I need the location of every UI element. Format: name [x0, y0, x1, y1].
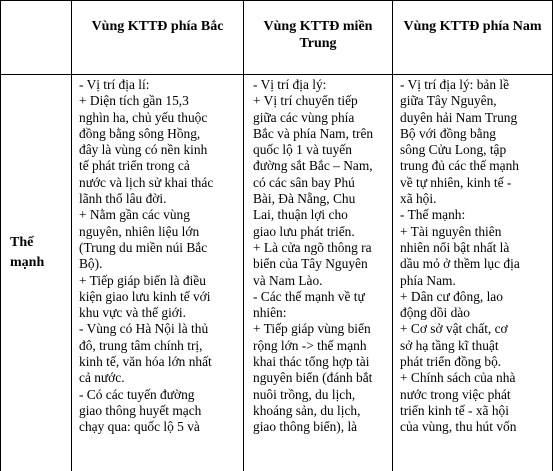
text-line: của vùng, thu hút vốn	[400, 419, 517, 435]
central-region-strengths	[244, 75, 392, 471]
text-line: đây là vùng có nền kinh	[79, 142, 208, 158]
text-line: kiện giao lưu kinh tế với	[79, 288, 211, 304]
text-line: + Tiếp giáp vùng biển	[253, 321, 371, 337]
north-region-strengths	[72, 75, 243, 471]
text-line: đồng bằng sông Hồng,	[79, 125, 201, 141]
text-line: đô, trung tâm chính trị,	[79, 337, 203, 353]
text-line: Bộ với đồng bằng	[400, 125, 496, 141]
text-line: nguyên biển (đánh bắt	[253, 370, 373, 386]
text-line: - Thế mạnh:	[400, 207, 466, 223]
text-line: giao lưu phát triển.	[253, 223, 355, 239]
text-line: triển kinh tế - xã hội	[400, 402, 509, 418]
text-line: giao thông biển), là	[253, 419, 358, 435]
text-line: nguyên, nhiên liệu lớn	[79, 223, 200, 239]
text-line: sở hạ tầng kĩ thuật	[400, 337, 499, 353]
text-line: giữa Tây Nguyên,	[400, 93, 497, 109]
text-line: + Nằm gần các vùng	[79, 207, 190, 223]
text-line: chạy qua: quốc lộ 5 và	[79, 419, 200, 435]
text-line: Bắc và phía Nam, trên	[253, 125, 374, 141]
south-region-strengths	[393, 75, 552, 471]
text-line: - Có các tuyến đường	[79, 386, 195, 402]
text-line: biển của Tây Nguyên	[253, 256, 368, 272]
text-line: tế phát triển trong cả	[79, 158, 190, 174]
text-line: + Vị trí chuyển tiếp	[253, 93, 358, 109]
text-line: đường sắt Bắc – Nam,	[253, 158, 373, 174]
text-line: + Chính sách của nhà	[400, 370, 516, 386]
header-north-region: Vùng KTTĐ phía Bắc	[91, 19, 224, 34]
text-line: trung đủ các thế mạnh	[400, 158, 519, 174]
text-line: khoáng sản, du lịch,	[253, 402, 361, 418]
text-line: - Vị trí địa lý: bản lề	[400, 77, 510, 92]
text-line: + Cơ sở vật chất, cơ	[400, 321, 508, 337]
text-line: Bài, Đà Nẵng, Chu	[253, 191, 356, 207]
text-line: (Trung du miền núi Bắc	[79, 239, 208, 255]
text-line: giao thông huyết mạch	[79, 402, 202, 418]
text-line: phát triển đồng bộ.	[400, 354, 502, 370]
header-south-region: Vùng KTTĐ phía Nam	[403, 19, 542, 34]
text-line: về tự nhiên, kinh tế -	[400, 174, 512, 190]
text-line: giữa các vùng phía	[253, 109, 355, 125]
text-line: sông Cửu Long, tập	[400, 142, 507, 158]
text-line: nhiên nổi bật nhất là	[400, 239, 510, 255]
text-line: nước trong việc phát	[400, 386, 511, 402]
text-line: xã hội.	[400, 191, 437, 207]
text-line: khai thác tổng hợp tài	[253, 354, 370, 370]
text-line: + Tài nguyên thiên	[400, 223, 502, 239]
text-line: động dồi dào	[400, 305, 470, 321]
text-line: Bộ).	[79, 256, 103, 272]
text-line: khu vực và thế giới.	[79, 305, 186, 321]
row-label-strengths: Thế mạnh	[10, 235, 45, 270]
text-line: Lai, thuận lợi cho	[253, 207, 348, 223]
text-line: rộng lớn -> thế mạnh	[253, 337, 367, 353]
text-line: - Các thế mạnh về tự	[253, 288, 365, 304]
text-line: kinh tế, văn hóa lớn nhất	[79, 354, 212, 370]
text-line: nhiên:	[253, 305, 287, 321]
text-line: cả nước.	[79, 370, 125, 386]
text-line: và Nam Lào.	[253, 272, 323, 288]
text-line: quốc lộ 1 và tuyến	[253, 142, 352, 158]
text-line: nuôi trồng, du lịch,	[253, 386, 356, 402]
text-line: - Vùng có Hà Nội là thủ	[79, 321, 209, 337]
text-line: duyên hải Nam Trung	[400, 109, 518, 125]
text-line: dầu mỏ ở thềm lục địa	[400, 256, 520, 272]
text-line: + Là cửa ngõ thông ra	[253, 239, 372, 255]
text-line: - Vị trí địa lý:	[253, 77, 327, 92]
text-line: + Diện tích gần 15,3	[79, 93, 189, 109]
text-line: nước và lịch sử khai thác	[79, 174, 214, 190]
text-line: có các sân bay Phú	[253, 174, 355, 190]
text-line: nghìn ha, chủ yếu thuộc	[79, 109, 208, 125]
text-line: + Dân cư đông, lao	[400, 288, 503, 304]
text-line: phía Nam.	[400, 272, 456, 288]
text-line: - Vị trí địa lí:	[79, 77, 150, 92]
text-line: lãnh thổ lâu đời.	[79, 191, 167, 207]
text-line: + Tiếp giáp biển là điều	[79, 272, 206, 288]
header-central-region: Vùng KTTĐ miền Trung	[263, 19, 373, 51]
